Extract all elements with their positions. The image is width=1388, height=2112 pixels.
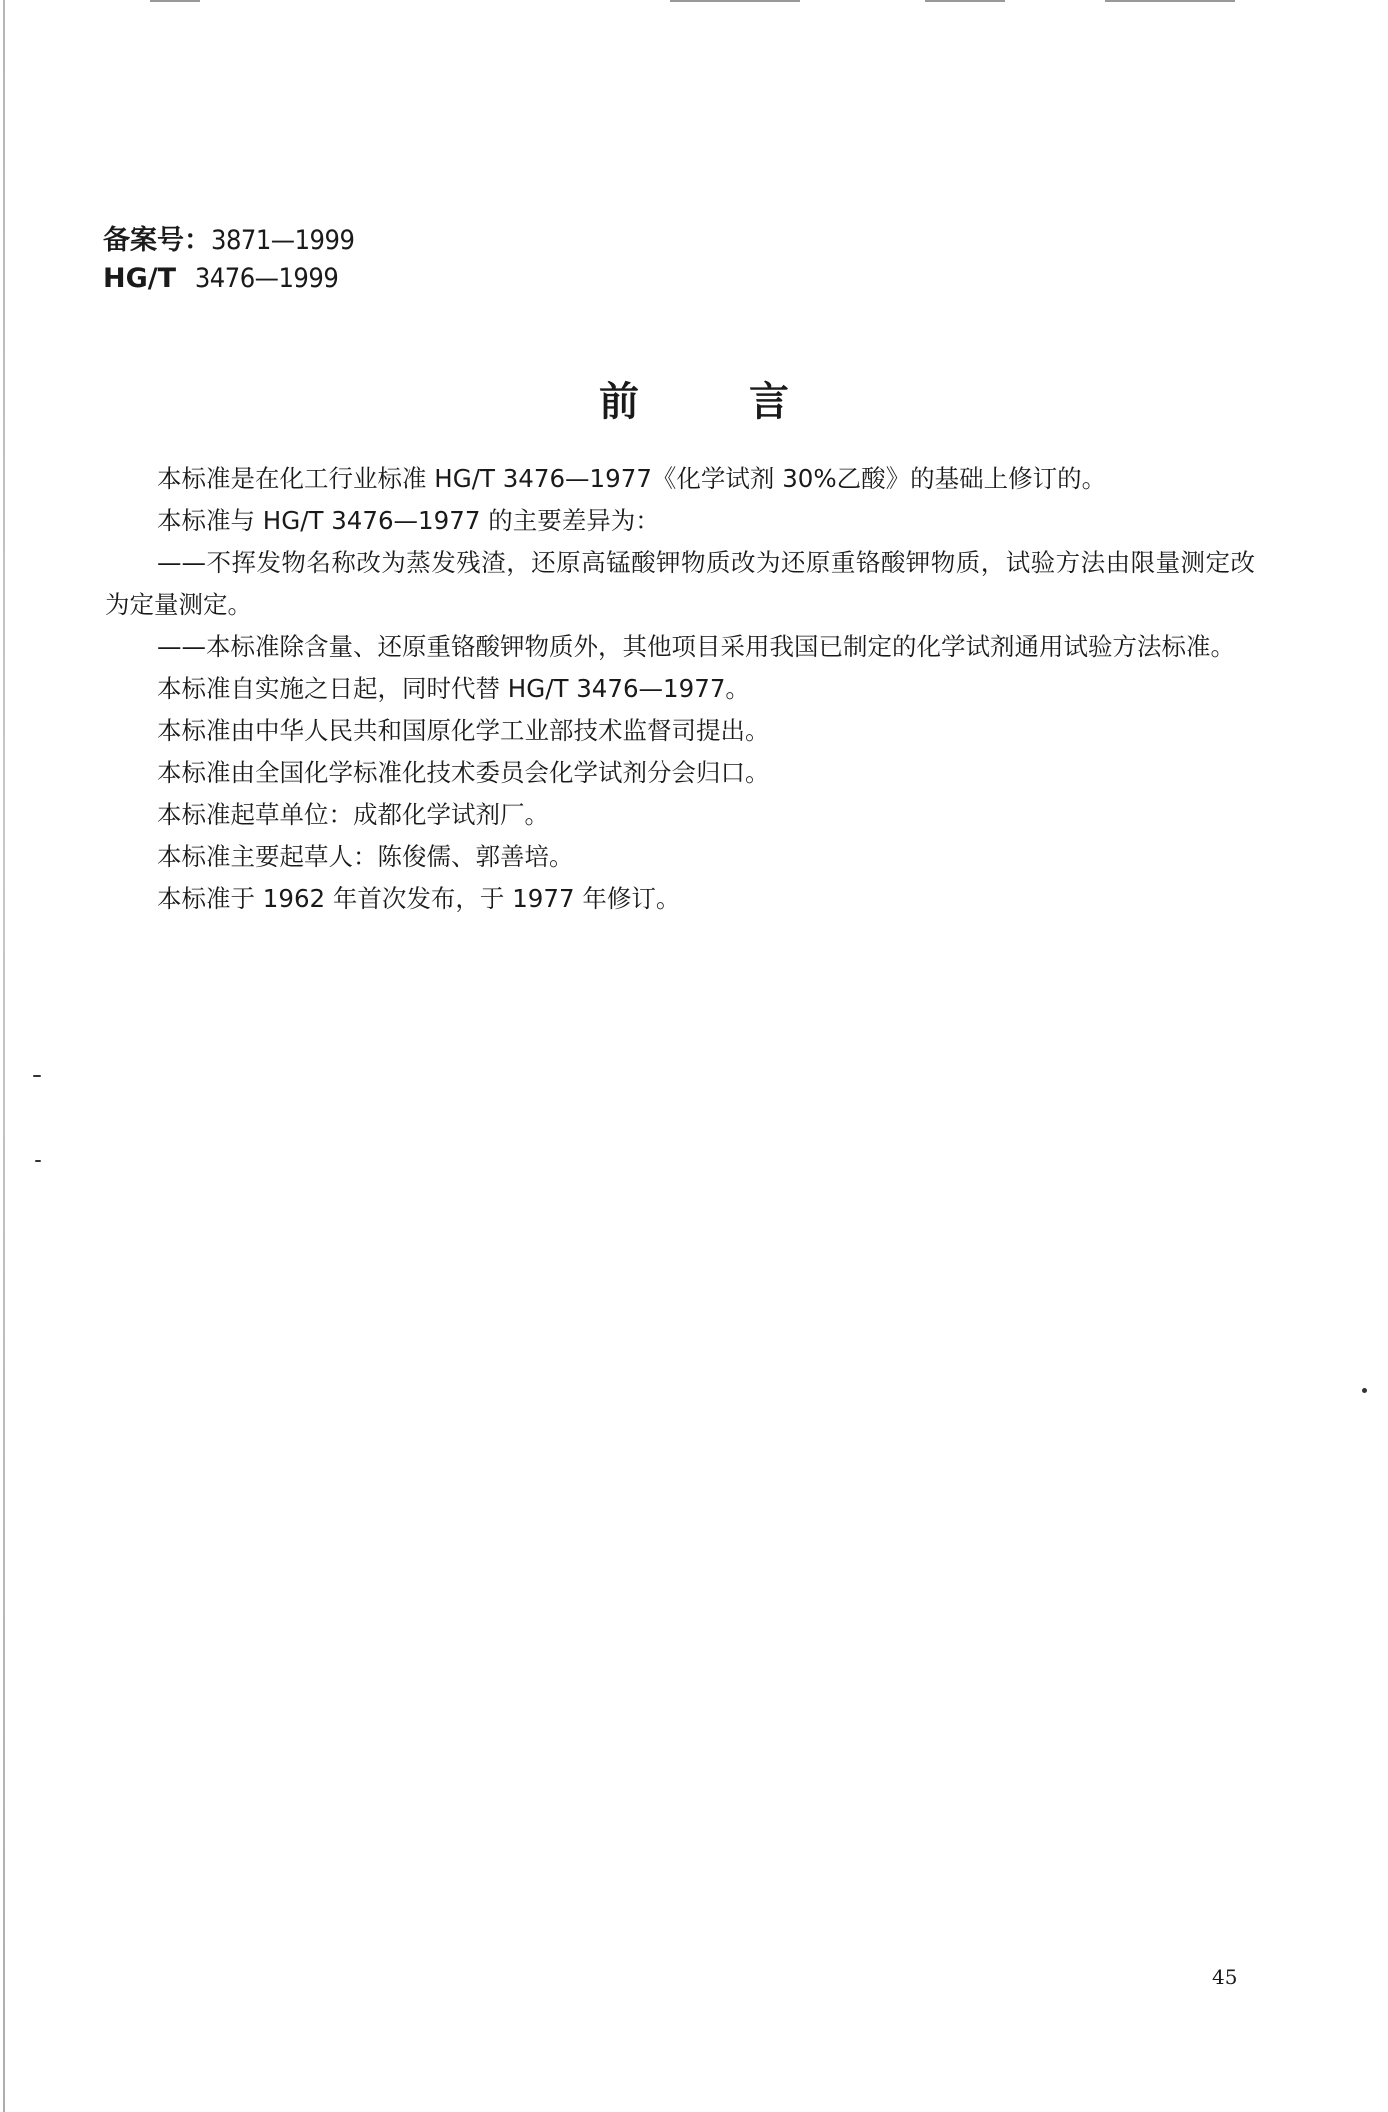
paragraph: 本标准起草单位：成都化学试剂厂。 [157,800,549,829]
scan-speck [35,1160,41,1162]
page-number: 45 [1212,1965,1238,1989]
scan-speck [33,1075,41,1077]
standard-label: HG/T [103,263,177,294]
scan-mark [670,0,800,2]
paragraph: 本标准主要起草人：陈俊儒、郭善培。 [157,842,574,871]
scan-mark [150,0,200,2]
paragraph: 本标准由中华人民共和国原化学工业部技术监督司提出。 [157,716,770,745]
standard-number: 3476—1999 [194,263,339,294]
paragraph: ——本标准除含量、还原重铬酸钾物质外，其他项目采用我国已制定的化学试剂通用试验方法标准。 [157,632,1235,661]
record-block [103,222,354,298]
paragraph: 本标准与 HG/T 3476—1977 的主要差异为： [157,506,660,535]
paragraph: 本标准于 1962 年首次发布，于 1977 年修订。 [157,884,681,913]
paragraph: 本标准由全国化学标准化技术委员会化学试剂分会归口。 [157,758,770,787]
paragraph: 本标准是在化工行业标准 HG/T 3476—1977《化学试剂 30%乙酸》的基础上修订的。 [157,464,1107,493]
scan-mark [925,0,1005,2]
foreword-body [105,458,1255,920]
page-title: 前言 [599,379,899,425]
record-number-line [103,222,354,260]
paragraph: 本标准自实施之日起，同时代替 HG/T 3476—1977。 [157,674,750,703]
paragraph: ——不挥发物名称改为蒸发残渣，还原高锰酸钾物质改为还原重铬酸钾物质，试验方法由限量测定改为定量测定。 [105,548,1255,619]
record-number: 3871—1999 [211,225,355,256]
record-label: 备案号： [103,225,211,256]
standard-number-line [103,260,354,298]
scan-mark [1105,0,1235,2]
scan-speck [1362,1388,1367,1393]
scan-edge-line [3,0,5,2112]
